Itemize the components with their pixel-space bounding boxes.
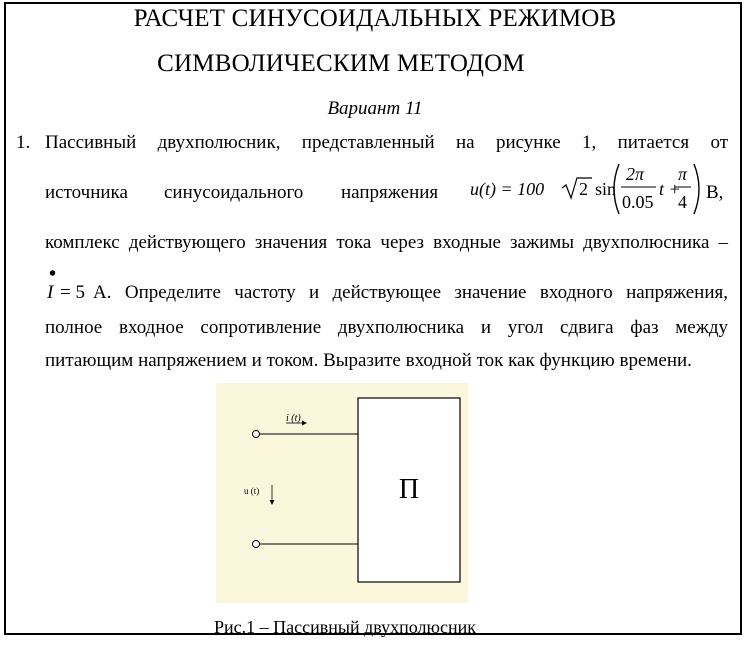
formula-lhs: u(t) = 100 (470, 179, 545, 199)
title-line-1: РАСЧЕТ СИНУСОИДАЛЬНЫХ РЕЖИМОВ (133, 5, 617, 32)
problem-line-5: полное входное сопротивление двухполюсника и угол сдвига фаз между (45, 317, 728, 338)
frac1-numerator: 2π (626, 164, 645, 184)
frac1-denominator: 0.05 (622, 192, 654, 212)
voltage-label: u (t) (244, 486, 260, 496)
unit-volt: В, (706, 182, 724, 203)
word-source: источника (45, 182, 128, 203)
circuit-figure (216, 383, 468, 603)
current-label: i (t) (286, 413, 301, 424)
formula-var: t + (659, 179, 681, 199)
word-voltage: напряжения (341, 182, 439, 203)
current-symbol: I (47, 282, 54, 303)
paren-right (694, 164, 699, 214)
formula-sqrt-arg: 2 (579, 179, 588, 199)
figure-caption: Рис.1 – Пассивный двухполюсник (214, 617, 476, 637)
problem-number: 1. (16, 132, 31, 153)
word-sinusoidal: синусоидального (164, 182, 304, 203)
terminal-bottom (253, 541, 260, 548)
title-line-2: СИМВОЛИЧЕСКИМ МЕТОДОМ (157, 50, 525, 77)
box-label: П (398, 474, 420, 505)
frac2-numerator: π (678, 164, 688, 184)
current-value: = 5 (60, 282, 85, 303)
terminal-top (253, 431, 260, 438)
frac2-denominator: 4 (678, 192, 687, 212)
problem-line-6: питающим напряжением и током. Выразите входной ток как функцию времени. (45, 350, 692, 371)
problem-line-4-rest: А. Определите частоту и действующее значение входного напряжения, (93, 282, 728, 303)
current-arrow-head (302, 421, 307, 426)
variant-label: Вариант 11 (327, 98, 423, 119)
formula-sin: sin (595, 179, 617, 199)
problem-line-3: комплекс действующего значения тока через входные зажимы двухполюсника – (45, 232, 728, 253)
phasor-dot: • (49, 263, 57, 285)
problem-line-1: Пассивный двухполюсник, представленный на рисунке 1, питается от (45, 132, 728, 153)
voltage-arrow-head (270, 500, 275, 505)
voltage-formula (470, 158, 702, 220)
